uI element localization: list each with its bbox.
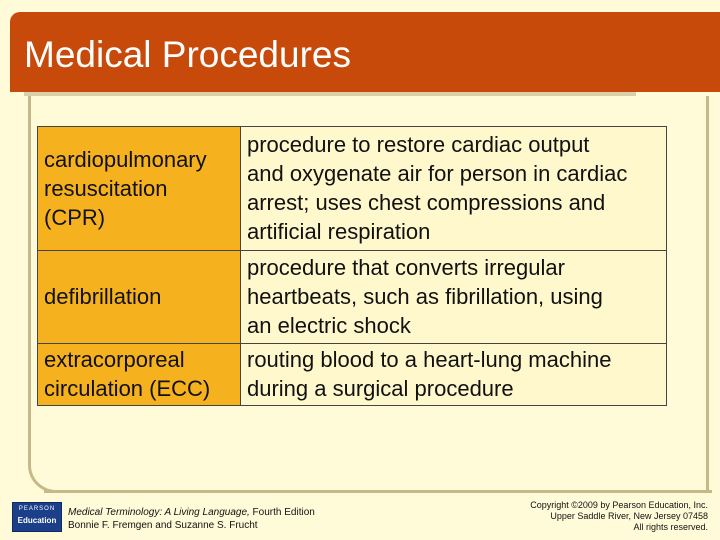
definition-cell [241, 343, 667, 405]
term-line: (CPR) [44, 204, 106, 230]
copyright-line: Upper Saddle River, New Jersey 07458 [550, 511, 708, 521]
definition-line: routing blood to a heart-lung machine [247, 347, 612, 373]
term-cell [38, 250, 241, 343]
copyright-line: All rights reserved. [633, 522, 708, 532]
book-title-line [68, 507, 315, 518]
definition-line: artificial respiration [247, 219, 431, 245]
definition-line: procedure that converts irregular [247, 255, 565, 281]
book-authors: Bonnie F. Fremgen and Suzanne S. Frucht [68, 520, 258, 531]
book-title: Medical Terminology: A Living Language, [68, 507, 250, 518]
procedures-table [37, 126, 667, 406]
table-row [38, 127, 667, 251]
definition-cell [241, 127, 667, 251]
term-line: cardiopulmonary [44, 146, 207, 172]
content-frame-bottom-edge [44, 490, 712, 493]
definition-line: procedure to restore cardiac output [247, 132, 590, 158]
definition-line: during a surgical procedure [247, 376, 514, 402]
footer-citation [12, 502, 352, 532]
logo-wordmark: PEARSON [18, 506, 56, 512]
book-edition: Fourth Edition [249, 507, 315, 518]
table-row [38, 250, 667, 343]
pearson-logo-icon [12, 502, 62, 532]
definition-line: heartbeats, such as fibrillation, using [247, 284, 603, 310]
term-line: extracorporeal [44, 347, 185, 373]
term-cell [38, 343, 241, 405]
definition-line: and oxygenate air for person in cardiac [247, 161, 628, 187]
table-row [38, 343, 667, 405]
definition-line: arrest; uses chest compressions and [247, 190, 606, 216]
copyright-notice [488, 500, 708, 533]
term-line: defibrillation [44, 284, 162, 310]
term-line: circulation (ECC) [44, 376, 211, 402]
term-line: resuscitation [44, 175, 168, 201]
content-frame-right-edge [706, 96, 709, 490]
term-cell [38, 127, 241, 251]
slide-title: Medical Procedures [24, 34, 351, 75]
definition-line: an electric shock [247, 313, 411, 339]
definition-cell [241, 250, 667, 343]
logo-subtitle: Education [17, 516, 57, 525]
copyright-line: Copyright ©2009 by Pearson Education, Inc. [530, 500, 708, 510]
